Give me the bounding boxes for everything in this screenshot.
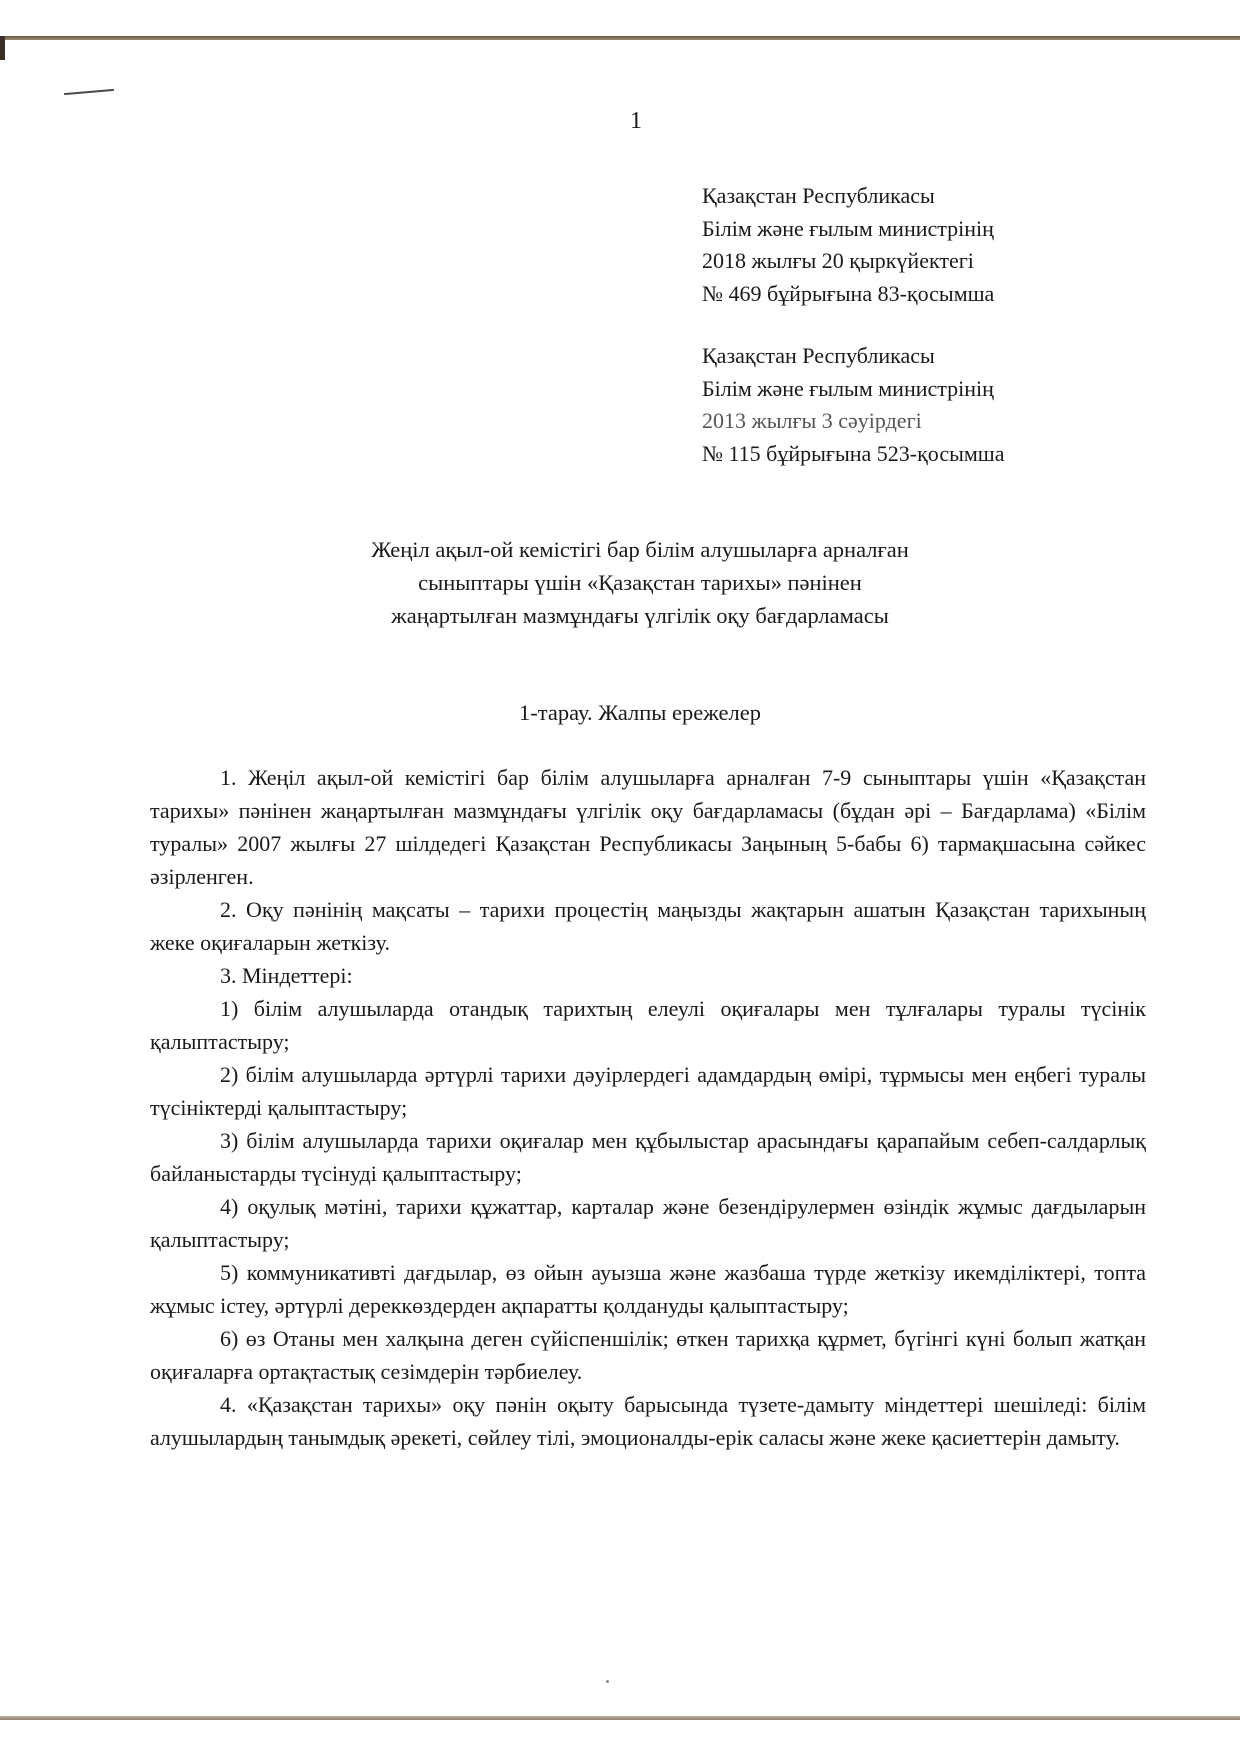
- paragraph-3: 3. Міндеттері:: [220, 963, 353, 988]
- document-body: [150, 761, 1146, 1454]
- task-item-1: 1) білім алушыларда отандық тарихтың елеулі оқиғалары мен тұлғалары туралы түсінік қалыптастыру;: [150, 996, 1146, 1054]
- page-number: 1: [630, 108, 642, 134]
- annex-line: Білім және ғылым министрінің: [702, 215, 994, 241]
- paragraph-1: 1. Жеңіл ақыл-ой кемістігі бар білім алушыларға арналған 7-9 сыныптары үшін «Қазақстан тарихы» пәнінен жаңартылған мазмұндағы үлгілік оқу бағдарламасы (бұдан әрі – Бағдарлама) «Білім туралы» 2007 жылғы 27 шілдедегі Қазақстан Республикасы Заңының 5-бабы 6) тармақшасына сәйкес әзірленген.: [150, 765, 1146, 889]
- annex-note-2013: [702, 340, 1005, 470]
- paragraph-2: 2. Оқу пәнінің мақсаты – тарихи процестің маңызды жақтарын ашатын Қазақстан тарихының жеке оқиғаларын жеткізу.: [150, 897, 1146, 955]
- annex-line: Қазақстан Республикасы: [702, 183, 935, 208]
- task-item-2: 2) білім алушыларда әртүрлі тарихи дәуірлердегі адамдардың өмірі, тұрмысы мен еңбегі туралы түсініктерді қалыптастыру;: [150, 1062, 1146, 1120]
- title-line: Жеңіл ақыл-ой кемістігі бар білім алушыларға арналған: [371, 537, 909, 562]
- annex-line: Қазақстан Республикасы: [702, 343, 935, 368]
- annex-line: Білім және ғылым министрінің: [702, 375, 994, 401]
- annex-line: № 115 бұйрығына 523-қосымша: [702, 440, 1005, 466]
- annex-line: № 469 бұйрығына 83-қосымша: [702, 280, 995, 306]
- paragraph-4: 4. «Қазақстан тарихы» оқу пәнін оқыту барысында түзете-дамыту міндеттері шешіледі: білім алушылардың танымдық әрекеті, сөйлеу тілі, эмоционалды-ерік саласы және жеке қасиеттерін дамыту.: [150, 1392, 1146, 1450]
- task-item-6: 6) өз Отаны мен халқына деген сүйіспеншілік; өткен тарихқа құрмет, бүгінгі күні болып жатқан оқиғаларға ортақтастық сезімдерін тәрбиелеу.: [150, 1326, 1146, 1384]
- task-item-4: 4) оқулық мәтіні, тарихи құжаттар, карталар және безендірулермен өзіндік жұмыс дағдыларын қалыптастыру;: [150, 1194, 1146, 1252]
- pen-mark: [64, 89, 114, 95]
- scan-edge-left: [0, 36, 5, 60]
- document-title: [140, 533, 1140, 632]
- scan-edge-top: [0, 36, 1240, 40]
- title-line: сыныптары үшін «Қазақстан тарихы» пәнінен: [418, 570, 862, 595]
- annex-line: 2013 жылғы 3 сәуірдегі: [702, 408, 922, 433]
- title-line: жаңартылған мазмұндағы үлгілік оқу бағдарламасы: [391, 603, 889, 628]
- dot-mark: [606, 1680, 609, 1683]
- chapter-heading: 1-тарау. Жалпы ережелер: [519, 700, 761, 725]
- annex-line: 2018 жылғы 20 қыркүйектегі: [702, 248, 974, 273]
- task-item-3: 3) білім алушыларда тарихи оқиғалар мен құбылыстар арасындағы қарапайым себеп-салдарлық байланыстарды түсінуді қалыптастыру;: [150, 1128, 1146, 1186]
- task-item-5: 5) коммуникативті дағдылар, өз ойын ауызша және жазбаша түрде жеткізу икемділіктері, топта жұмыс істеу, әртүрлі дереккөздерден ақпаратты қолдануды қалыптастыру;: [150, 1260, 1146, 1318]
- scan-edge-bottom: [0, 1716, 1240, 1720]
- annex-note-2018: [702, 180, 994, 310]
